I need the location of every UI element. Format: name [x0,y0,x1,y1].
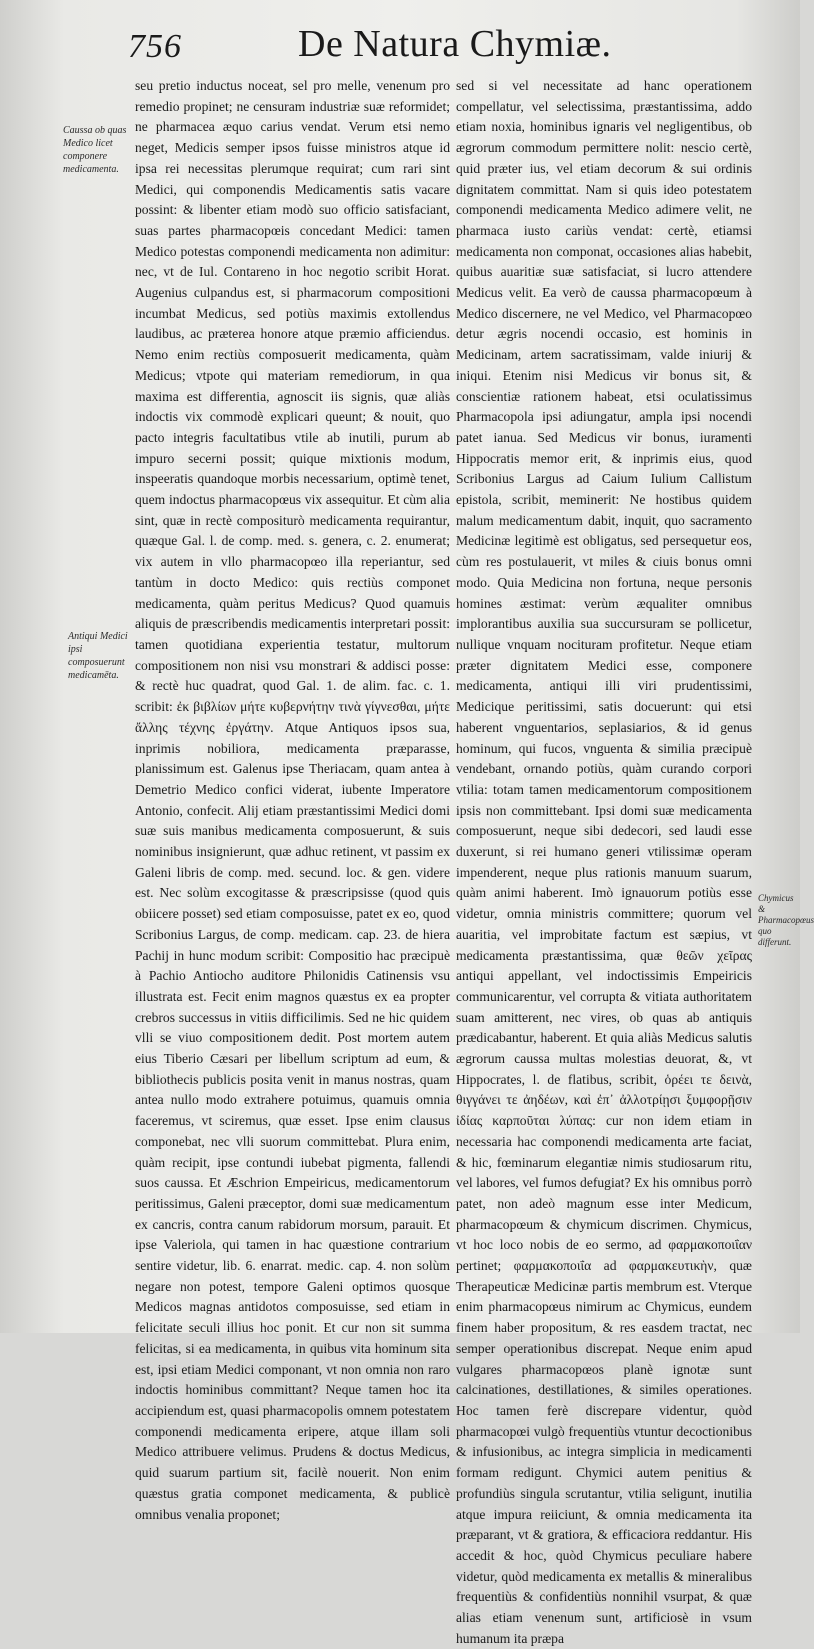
margin-note-chymicus: Chymicus & Pharmacopœus quo differunt. [758,893,814,947]
page-header [0,20,800,68]
left-column [135,76,450,1522]
margin-note-ancients: Antiqui Medici ipsi composuerunt medicamēta. [68,631,128,681]
right-column-text: sed si vel necessitate ad hanc operationem compellatur, vel selectissima, præstantissima, addo etiam noxia, hominibus ignaris vel negligentibus, ob ægrorum commodum permittere nolit: nescio certè, quid præter ius, vel etiam decorum & sui ordinis dignitatem committat. Nam si quis ideo potestatem componendi medicamenta Medico adimere velit, ne pharmaca iusto cariùs vendat: certè, etiamsi medicamenta non componat, occasiones alias habebit, quibus auaritiæ suæ satisfaciat, si lucro attendere Medicus velit. Ea verò de caussa pharmacopœum à Medico discernere, ne vel Medico, vel Pharmacopœo detur ægris nocendi occasio, est hominis in Medicinam, artem sacratissimam, valde iniurij & iniqui. Etenim nisi Medicus vir bonus sit, & conscientiæ rationem habeat, etsi oculatissimus Pharmacopola ipsi adiungatur, ampla ipsi nocendi patet ianua. Sed Medicus vir bonus, iuramenti Hippocratis memor erit, & inprimis eius, quod Scribonius Largus ad Caium Iulium Callistum epistola, scribit, meminerit: Ne hostibus quidem malum medicamentum dabit, inquit, quo sacramento Medicinæ legitimè est obligatus, sed persequetur eos, cùm res postulauerit, vt miles & ciuis bonus omni modo. Quia Medicina non fortuna, neque personis homines æstimat: verùm æqualiter omnibus implorantibus auxilia sua succursuram se pollicetur, nullique vnquam nocituram profitetur. Neque etiam præter dignitatem Medici esse, componere medicamenta, antiqui illi viri prudentissimi, Medicique peritissimi, satis docuerunt: qui etsi haberent vnguentarios, seplasiarios, & id genus hominum, qui fucos, vnguenta & similia præcipuè vendebant, ornando potiùs, quàm curando corpori vtilia: totam tamen medicamentorum compositionem ipsis non committebant. Ipsi domi suæ medicamenta composuerunt, neque sibi dedecori, sed laudi esse duxerunt, si rei humano generi vtilissimæ operam impenderent, neque plus rationis manuum suarum, quàm animi haberent. Imò ignauorum potiùs esse videtur, omnia ministris committere; quorum vel auaritia, vel improbitate factum est sæpius, vt medicamenta præstantissima, quæ θεῶν χεῖρας antiqui appellant, vel indoctissimis Empeiricis communicarentur, vel corrupta & vitiata authoritatem suam amitterent, nec vires, ob quas ab antiquis prædicabantur, haberent. Et quia aliàs Medicus salutis ægrorum caussa multas molestias deuorat, &, vt Hippocrates, l. de flatibus, scribit, ὁρέει τε δεινὰ, θιγγάνει τε ἀηδέων, καὶ ἐπ᾽ ἀλλοτρίῃσι ξυμφορῇσιν ἰδίας καρποῦται λύπας: cur non idem etiam in necessaria hac componendi medicamenta arte faciat, & hic, fœminarum elegantiæ nimis studiosarum ritu, vel labores, vel fumos defugiat? Ex his omnibus porrò patet, non adeò magnum esse inter Medicum, pharmacopœum & chymicum discrimen. Chymicus, vt hoc loco nobis de eo sermo, ad φαρμακοποιΐαν pertinet; φαρμακοποιΐα ad φαρμακευτικὴν, quæ Therapeuticæ Medicinæ partis membrum est. Vterque enim pharmacopœus nimirum ac Chymicus, eundem finem haber propositum, & res easdem tractat, nec semper operationibus discrepat. Neque enim apud vulgares pharmacopœos planè ignotæ sunt calcinationes, destillationes, & similes operationes. Hoc tamen ferè discrepare videntur, quòd pharmacopœi vulgò frequentiùs vtuntur decoctionibus & infusionibus, ac integra simplicia in medicamenti formam redigunt. Chymici autem penitius & profundiùs singula scrutantur, vtilia seligunt, inutilia atque impura reiiciunt, & omnia medicamenta ita præparant, vt & gratiora, & efficaciora reddantur. His accedit & hoc, quòd Chymicus peculiare habere videtur, quòd medicamenta ex metallis & mineralibus frequentiùs & confidentiùs nonnihil vsurpat, & quæ alias etiam venenum sunt, artificiosè in vsum humanum ita præpa [456,78,752,1646]
page-number: 756 [128,28,182,65]
right-column [456,76,752,1646]
left-column-text: seu pretio inductus noceat, sel pro melle, venenum pro remedio propinet; ne censuram industriæ suæ reformidet; ne pharmacea æquo carius vendat. Verum etsi nemo neget, Medicis semper ipsos fuisse ministros atque id ipsa rei necessitas plerumque requirat; cum rari sint Medici, qui componendis Medicamentis satis vacare possint: & libenter etiam modò suo officio satisfaciant, suas partes pharmacopœis concedant Medici: tamen Medico potestas componendi medicamenta non adimitur: nec, vt de Iul. Contareno in hoc negotio scribit Horat. Augenius culpandus est, si pharmacorum compositioni incumbat Medicus, sed potiùs maximis extollendus laudibus, ac præterea honore atque præmio afficiendus. Nemo enim rectiùs composuerit medicamenta, quàm Medicus; vtpote qui materiam remediorum, in qua maxima est differentia, agnoscit iis signis, quæ aliàs indoctis vix commodè explicari queunt; & nouit, quo pacto integris facultatibus vtile ab inutili, purum ab impuro secerni possit; quique mixtionis modum, inspeeratis quandoque morbis necessarium, optimè tenet, quem indoctus pharmacopœus vix assequitur. Et cùm alia sint, quæ in rectè compositurò medicamenta requirantur, quæque Gal. l. de comp. med. s. genera, c. 2. enumerat; vix autem in vllo pharmacopœo illa reperiantur, sed tantùm in docto Medico: quis rectiùs componet medicamenta, quàm peritus Medicus? Quod quamuis aliquis de præscribendis medicamentis interpretari possit: tamen quotidiana experientia testatur, multorum compositionem non nisi vsu monstrari & addisci posse: & rectè huc quadrat, quod Gal. 1. de alim. fac. c. 1. scribit: ἐκ βιβλίων μήτε κυβερνήτην τινὰ γίγνεσθαι, μήτε ἄλλης τέχνης ἐργάτην. Atque Antiquos ipsos sua, inprimis nobiliora, medicamenta præparasse, planissimum est. Galenus ipse Theriacam, quam antea à Demetrio Medico confici viderat, iubente Imperatore Antonio, confecit. Alij etiam præstantissimi Medici domi suæ suis manibus medicamenta composuerunt, & suis nominibus insignierunt, quæ adhuc retinent, vt passim ex Galeni libris de comp. med. secund. loc. & gen. videre est. Nec solùm excogitasse & præscripsisse (quod quis obiicere posset) sed etiam composuisse, patet ex eo, quod Scribonius Largus, de comp. medicam. cap. 23. de hiera Pachij in hunc modum scribit: Compositio hac præcipuè à Pachio Antiocho auditore Philonidis Catinensis vsu illustrata est. Fecit enim magnos quæstus ex ea propter crebros successus in vitiis difficilimis. Sed ne hic quidem vlli se viuo compositionem dedit. Post mortem autem eius Tiberio Cæsari per libellum scriptum ad eum, & bibliothecis publicis posita venit in manus nostras, quam antea nullo modo extrahere potuimus, quamuis omnia faceremus, vt sciremus, quæ esset. Ipse enim clausus componebat, nec vlli suorum committebat. Plura enim, quàm recipit, ipse contundi iubebat pigmenta, fallendi suos caussa. Et Æschrion Empeiricus, medicamentorum peritissimus, Galeni præceptor, domi suæ medicamentum ex cancris, contra canum rabidorum morsum, parauit. Et ipse Valeriola, qui tamen in hac quæstione contrarium sentire videtur, lib. 6. enarrat. medic. cap. 4. non solùm negare non potest, tempore Galeni optimos quosque Medicos magnas antidotos composuisse, sed etiam in felicitate seculi illius hoc ponit. Et cur non sit summa felicitas, si ea medicamenta, in quibus vita hominum sita est, ipsi etiam Medici componant, vt non omnia non raro indoctis hominibus committant? Neque tamen hoc ita accipiendum est, quasi pharmacopolis omnem potestatem componendi medicamenta eripere, atque illam soli Medico attribuere velimus. Prudens & doctus Medicus, quid suarum partium sit, facilè nouerit. Non enim quæstus gratia componet medicamenta, & publicè omnibus venalia proponet; [135,78,450,1522]
running-title: De Natura Chymiæ. [298,23,612,65]
margin-note-causes: Caussa ob quas Medico licet componere medicamenta. [63,125,127,175]
